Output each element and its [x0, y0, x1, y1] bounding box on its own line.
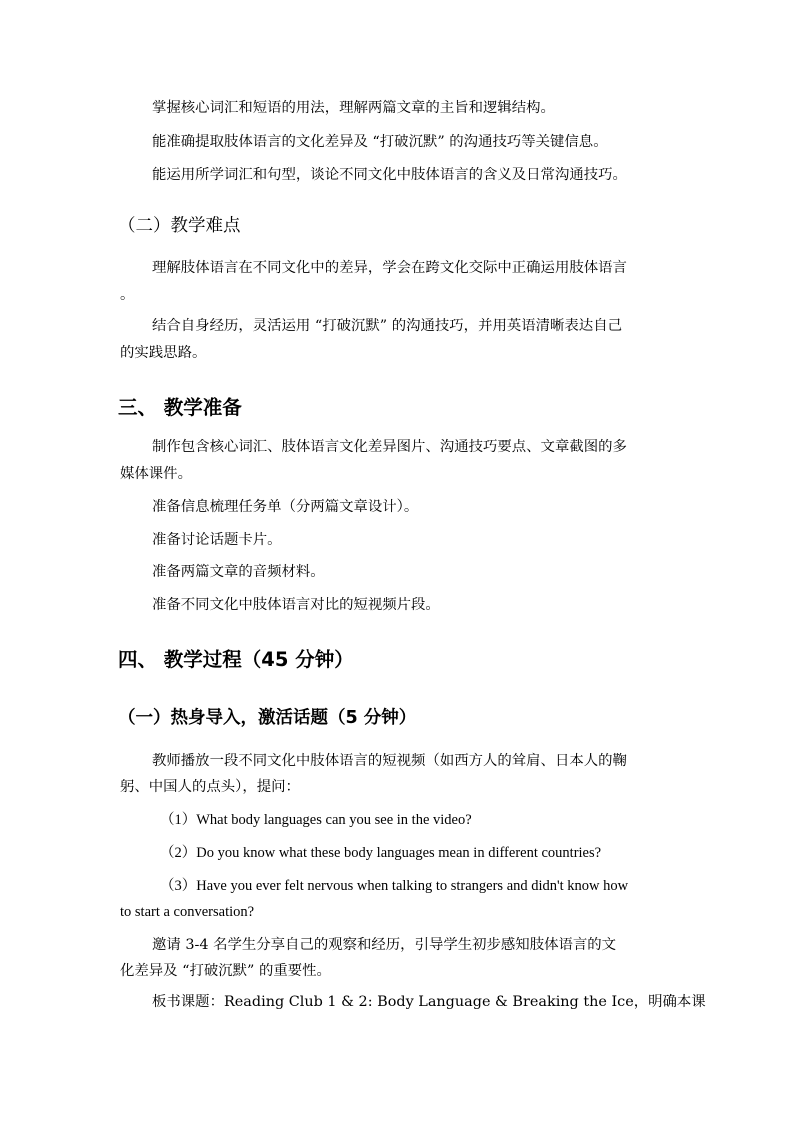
section-heading-preparation: 三、 教学准备 — [118, 396, 242, 419]
question-3-line2: to start a conversation? — [120, 904, 255, 920]
step-heading-warmup: （一）热身导入，激活话题（5 分钟） — [118, 708, 417, 728]
preparation-item-4: 准备两篇文章的音频材料。 — [152, 564, 325, 580]
focus-point-3: 能运用所学词汇和句型，谈论不同文化中肢体语言的含义及日常沟通技巧。 — [152, 167, 627, 183]
preparation-item-5: 准备不同文化中肢体语言对比的短视频片段。 — [152, 597, 440, 613]
invite-line-2: 化差异及 “打破沉默” 的重要性。 — [120, 963, 331, 979]
question-3-line1: （3）Have you ever felt nervous when talking to strangers and didn't know how — [160, 878, 629, 894]
intro-line-2: 躬、中国人的点头），提问： — [120, 779, 300, 795]
question-2: （2）Do you know what these body languages mean in different countries? — [160, 845, 602, 861]
focus-point-1: 掌握核心词汇和短语的用法，理解两篇文章的主旨和逻辑结构。 — [152, 100, 555, 116]
preparation-item-3: 准备讨论话题卡片。 — [152, 532, 282, 548]
section-heading-difficulty: （二）教学难点 — [118, 216, 241, 236]
difficulty-p2-line1: 结合自身经历，灵活运用 “打破沉默” 的沟通技巧，并用英语清晰表达自己 — [152, 318, 622, 334]
board-title-line: 板书课题：Reading Club 1 & 2: Body Language & Breaking the Ice，明确本课 — [152, 994, 706, 1010]
difficulty-p2-line2: 的实践思路。 — [120, 345, 207, 361]
preparation-item-1-line2: 媒体课件。 — [120, 466, 192, 482]
preparation-item-1-line1: 制作包含核心词汇、肢体语言文化差异图片、沟通技巧要点、文章截图的多 — [152, 439, 627, 455]
invite-line-1: 邀请 3-4 名学生分享自己的观察和经历，引导学生初步感知肢体语言的文 — [152, 937, 617, 953]
difficulty-p1-line1: 理解肢体语言在不同文化中的差异，学会在跨文化交际中正确运用肢体语言 — [152, 260, 627, 276]
intro-line-1: 教师播放一段不同文化中肢体语言的短视频（如西方人的耸肩、日本人的鞠 — [152, 753, 627, 769]
section-heading-process: 四、 教学过程（45 分钟） — [118, 648, 354, 671]
question-1: （1）What body languages can you see in the video? — [160, 812, 472, 828]
difficulty-p1-line2: 。 — [120, 287, 135, 303]
focus-point-2: 能准确提取肢体语言的文化差异及 “打破沉默” 的沟通技巧等关键信息。 — [152, 134, 608, 150]
preparation-item-2: 准备信息梳理任务单（分两篇文章设计）。 — [152, 499, 419, 515]
